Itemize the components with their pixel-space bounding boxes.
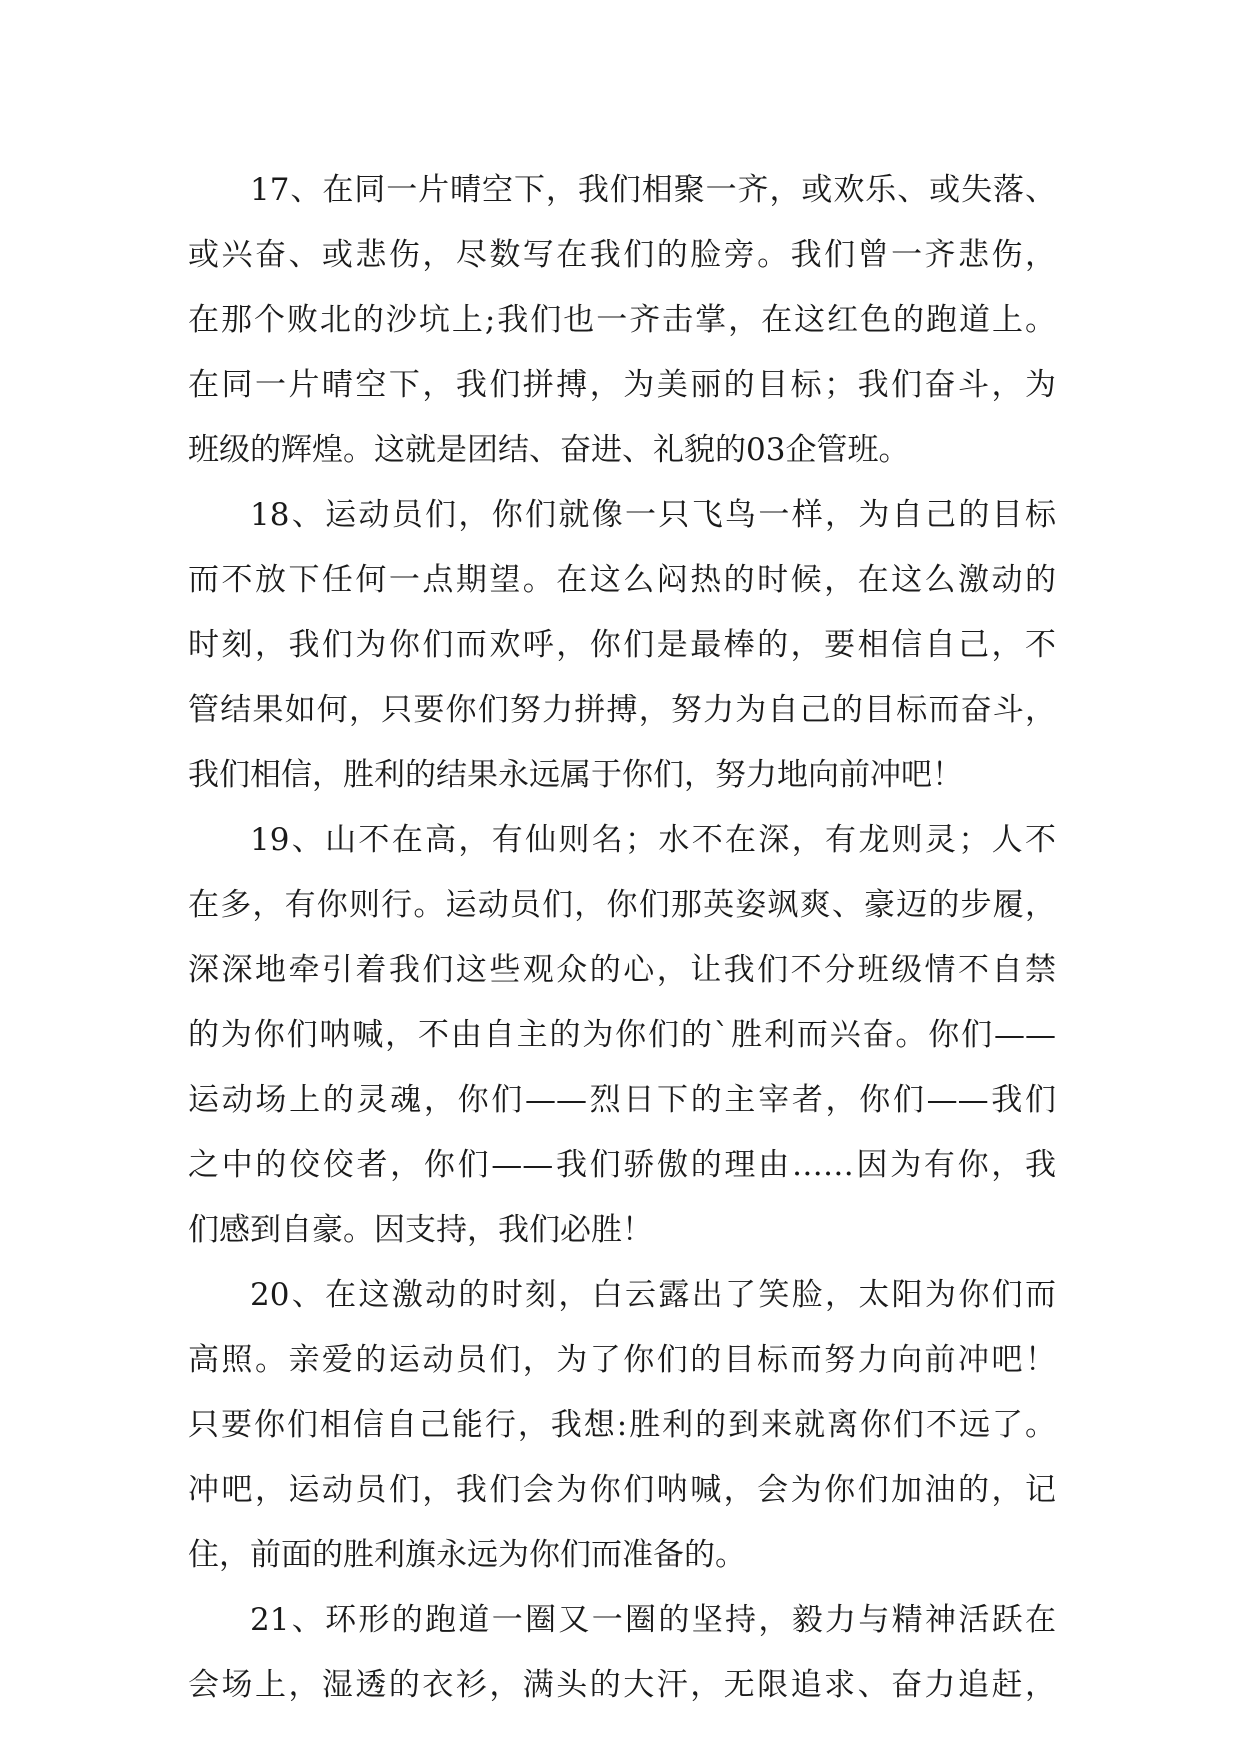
text-line: 会场上，湿透的衣衫，满头的大汗，无限追求、奋力追赶， — [188, 1667, 1056, 1703]
document-body — [188, 158, 1056, 1718]
text-line: 深深地牵引着我们这些观众的心，让我们不分班级情不自禁 — [188, 952, 1056, 988]
paragraph-21 — [188, 1588, 1056, 1718]
text-line: 住，前面的胜利旗永远为你们而准备的。 — [188, 1537, 746, 1573]
text-line: 的为你们呐喊，不由自主的为你们的`胜利而兴奋。你们—— — [188, 1017, 1056, 1053]
text-line: 20、在这激动的时刻，白云露出了笑脸，太阳为你们而 — [250, 1277, 1056, 1313]
text-line: 只要你们相信自己能行，我想:胜利的到来就离你们不远了。 — [188, 1407, 1056, 1443]
paragraph-17 — [188, 158, 1056, 483]
text-line: 而不放下任何一点期望。在这么闷热的时候，在这么激动的 — [188, 562, 1056, 598]
text-line: 21、环形的跑道一圈又一圈的坚持，毅力与精神活跃在 — [250, 1602, 1056, 1638]
text-line: 们感到自豪。因支持，我们必胜！ — [188, 1212, 653, 1248]
text-line: 或兴奋、或悲伤，尽数写在我们的脸旁。我们曾一齐悲伤， — [188, 237, 1056, 273]
paragraph-19 — [188, 808, 1056, 1263]
text-line: 冲吧，运动员们，我们会为你们呐喊，会为你们加油的，记 — [188, 1472, 1056, 1508]
text-line: 在那个败北的沙坑上;我们也一齐击掌，在这红色的跑道上。 — [188, 302, 1056, 338]
text-line: 我们相信，胜利的结果永远属于你们，努力地向前冲吧！ — [188, 757, 963, 793]
text-line: 班级的辉煌。这就是团结、奋进、礼貌的03企管班。 — [188, 432, 910, 468]
text-line: 在多，有你则行。运动员们，你们那英姿飒爽、豪迈的步履， — [188, 887, 1056, 923]
paragraph-20 — [188, 1263, 1056, 1588]
text-line: 17、在同一片晴空下，我们相聚一齐，或欢乐、或失落、 — [250, 172, 1056, 208]
text-line: 管结果如何，只要你们努力拼搏，努力为自己的目标而奋斗， — [188, 692, 1056, 728]
text-line: 19、山不在高，有仙则名；水不在深，有龙则灵；人不 — [250, 822, 1056, 858]
text-line: 时刻，我们为你们而欢呼，你们是最棒的，要相信自己，不 — [188, 627, 1056, 663]
text-line: 18、运动员们，你们就像一只飞鸟一样，为自己的目标 — [250, 497, 1056, 533]
text-line: 运动场上的灵魂，你们——烈日下的主宰者，你们——我们 — [188, 1082, 1056, 1118]
text-line: 之中的佼佼者，你们——我们骄傲的理由……因为有你，我 — [188, 1147, 1056, 1183]
paragraph-18 — [188, 483, 1056, 808]
text-line: 在同一片晴空下，我们拼搏，为美丽的目标；我们奋斗，为 — [188, 367, 1056, 403]
text-line: 高照。亲爱的运动员们，为了你们的目标而努力向前冲吧！ — [188, 1342, 1056, 1378]
